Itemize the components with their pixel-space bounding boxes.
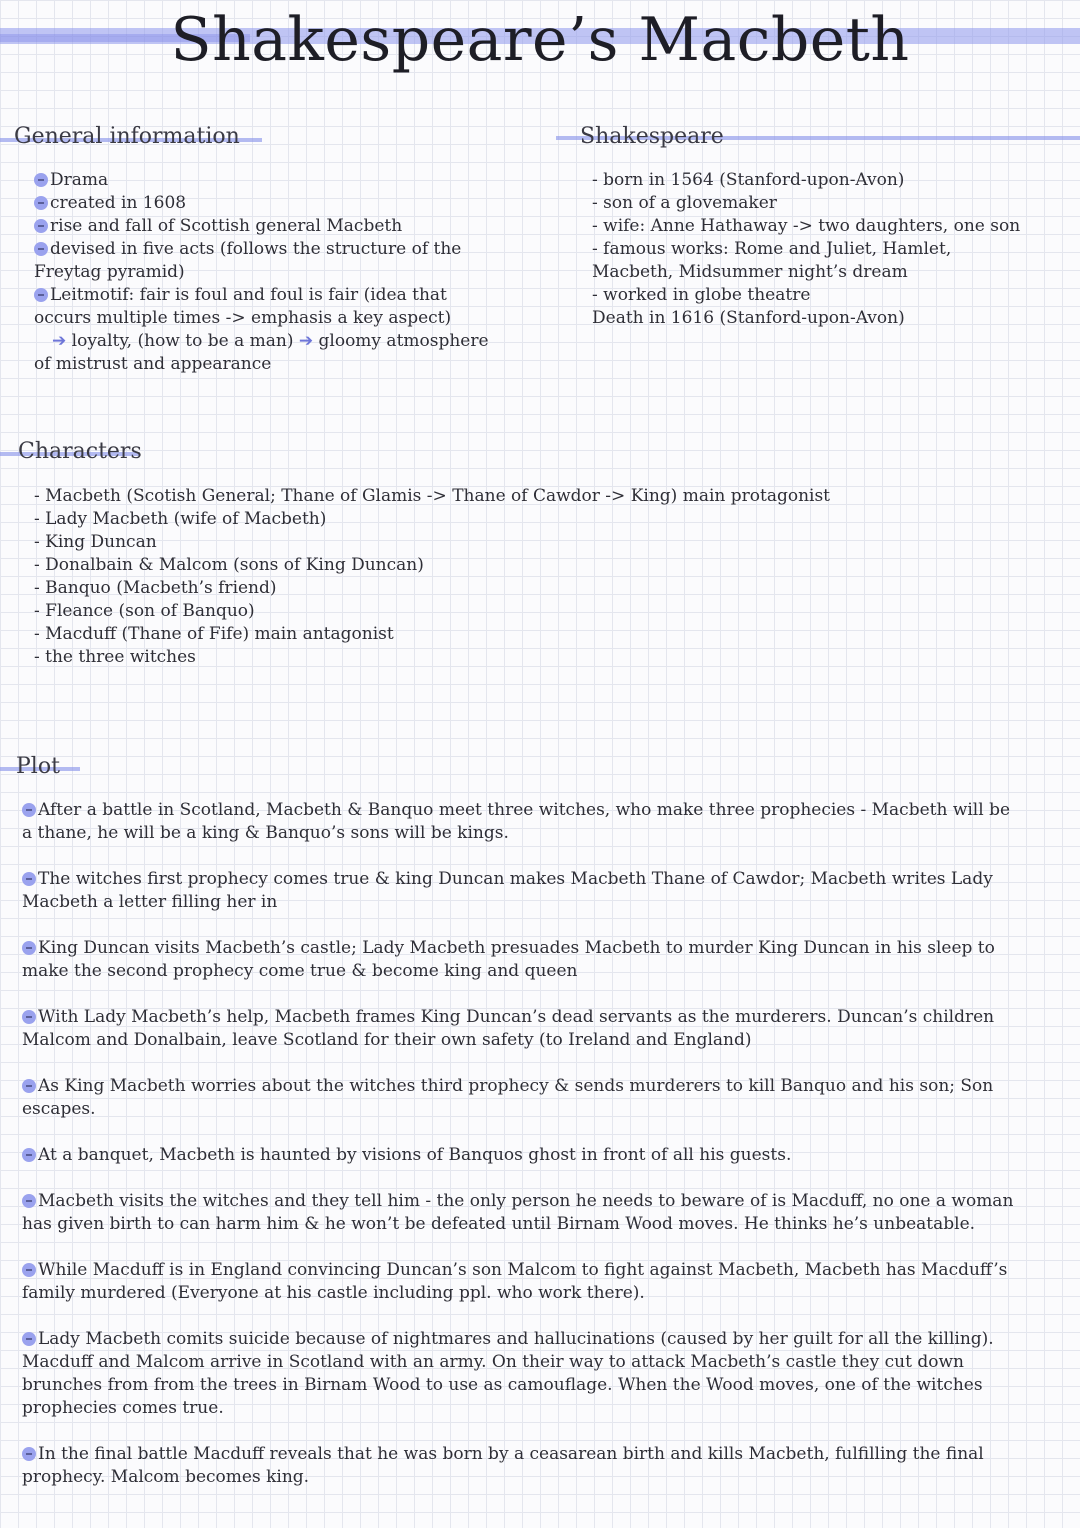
general-item: rise and fall of Scottish general Macbeth [34, 215, 504, 238]
bullet-icon [34, 242, 48, 256]
shakespeare-line: - worked in globe theatre [592, 285, 811, 305]
general-item: Drama [34, 169, 504, 192]
plot-paragraph: As King Macbeth worries about the witches third prophecy & sends murderers to kill Banquo and his son; Son escapes. [22, 1076, 994, 1119]
arrow-icon: ➔ [52, 331, 67, 351]
character-item: - Macduff (Thane of Fife) main antagonist [34, 624, 394, 644]
bullet-icon [22, 1148, 36, 1162]
general-subpoint: ➔ loyalty, (how to be a man) ➔ gloomy atmosphere of mistrust and appearance [34, 331, 489, 374]
general-list [34, 169, 504, 376]
character-item: - King Duncan [34, 532, 157, 552]
page-title: Shakespeare’s Macbeth [170, 5, 910, 75]
character-item: - Macbeth (Scotish General; Thane of Glamis -> Thane of Cawdor -> King) main protagonist [34, 486, 831, 506]
bullet-icon [22, 1010, 36, 1024]
character-item: - Lady Macbeth (wife of Macbeth) [34, 509, 327, 529]
bullet-icon [34, 288, 48, 302]
shakespeare-line: Death in 1616 (Stanford-upon-Avon) [592, 308, 905, 328]
bullet-icon [22, 1079, 36, 1093]
plot-paragraph: King Duncan visits Macbeth’s castle; Lady Macbeth presuades Macbeth to murder King Duncan in his sleep to make the second prophecy come true & become king and queen [22, 938, 995, 981]
character-item: - the three witches [34, 647, 196, 667]
plot-list [22, 799, 1022, 1512]
bullet-icon [34, 196, 48, 210]
general-heading: General information [14, 124, 240, 149]
bullet-icon [22, 872, 36, 886]
shakespeare-line: - famous works: Rome and Juliet, Hamlet, Macbeth, Midsummer night’s dream [592, 239, 952, 282]
general-item: created in 1608 [34, 192, 504, 215]
shakespeare-line: - wife: Anne Hathaway -> two daughters, one son [592, 216, 1021, 236]
character-item: - Banquo (Macbeth’s friend) [34, 578, 277, 598]
character-item: - Fleance (son of Banquo) [34, 601, 255, 621]
bullet-icon [22, 1332, 36, 1346]
plot-heading: Plot [16, 754, 60, 779]
bullet-icon [22, 1263, 36, 1277]
bullet-icon [22, 941, 36, 955]
shakespeare-list [592, 169, 1032, 330]
plot-paragraph: With Lady Macbeth’s help, Macbeth frames King Duncan’s dead servants as the murderers. Duncan’s children Malcom and Donalbain, leave Scotland for their own safety (to Ireland and England) [22, 1007, 995, 1050]
plot-paragraph: The witches first prophecy comes true & king Duncan makes Macbeth Thane of Cawdor; Macbeth writes Lady Macbeth a letter filling her in [22, 869, 993, 912]
plot-paragraph: Lady Macbeth comits suicide because of nightmares and hallucinations (caused by her guilt for all the killing). Macduff and Malcom arrive in Scotland with an army. On their way to attack Macbeth’s castle they cut down brunches from from the trees in Birnam Wood to use as camouflage. When the Wood moves, one of the witches prophecies comes true. [22, 1329, 994, 1418]
characters-list [34, 485, 934, 669]
arrow-icon: ➔ [298, 331, 314, 351]
bullet-icon [22, 1447, 36, 1461]
plot-paragraph: At a banquet, Macbeth is haunted by visions of Banquos ghost in front of all his guests. [22, 1144, 1022, 1167]
plot-paragraph: After a battle in Scotland, Macbeth & Banquo meet three witches, who make three prophecies - Macbeth will be a thane, he will be a king & Banquo’s sons will be kings. [22, 800, 1011, 843]
bullet-icon [22, 803, 36, 817]
plot-paragraph: While Macduff is in England convincing Duncan’s son Malcom to fight against Macbeth, Macbeth has Macduff’s family murdered (Everyone at his castle including ppl. who work there). [22, 1260, 1008, 1303]
bullet-icon [22, 1194, 36, 1208]
shakespeare-line: - born in 1564 (Stanford-upon-Avon) [592, 170, 905, 190]
general-item: devised in five acts (follows the structure of the Freytag pyramid) [34, 239, 462, 282]
plot-paragraph: In the final battle Macduff reveals that he was born by a ceasarean birth and kills Macbeth, fulfilling the final prophecy. Malcom becomes king. [22, 1444, 984, 1487]
shakespeare-heading: Shakespeare [580, 124, 724, 149]
bullet-icon [34, 173, 48, 187]
characters-heading: Characters [18, 439, 142, 464]
shakespeare-line: - son of a glovemaker [592, 193, 777, 213]
bullet-icon [34, 219, 48, 233]
character-item: - Donalbain & Malcom (sons of King Duncan) [34, 555, 424, 575]
general-item: Leitmotif: fair is foul and foul is fair (idea that occurs multiple times -> emphasis a key aspect) [34, 285, 452, 328]
plot-paragraph: Macbeth visits the witches and they tell him - the only person he needs to beware of is Macduff, no one a woman has given birth to can harm him & he won’t be defeated until Birnam Wood moves. He thinks he’s unbeatable. [22, 1191, 1014, 1234]
